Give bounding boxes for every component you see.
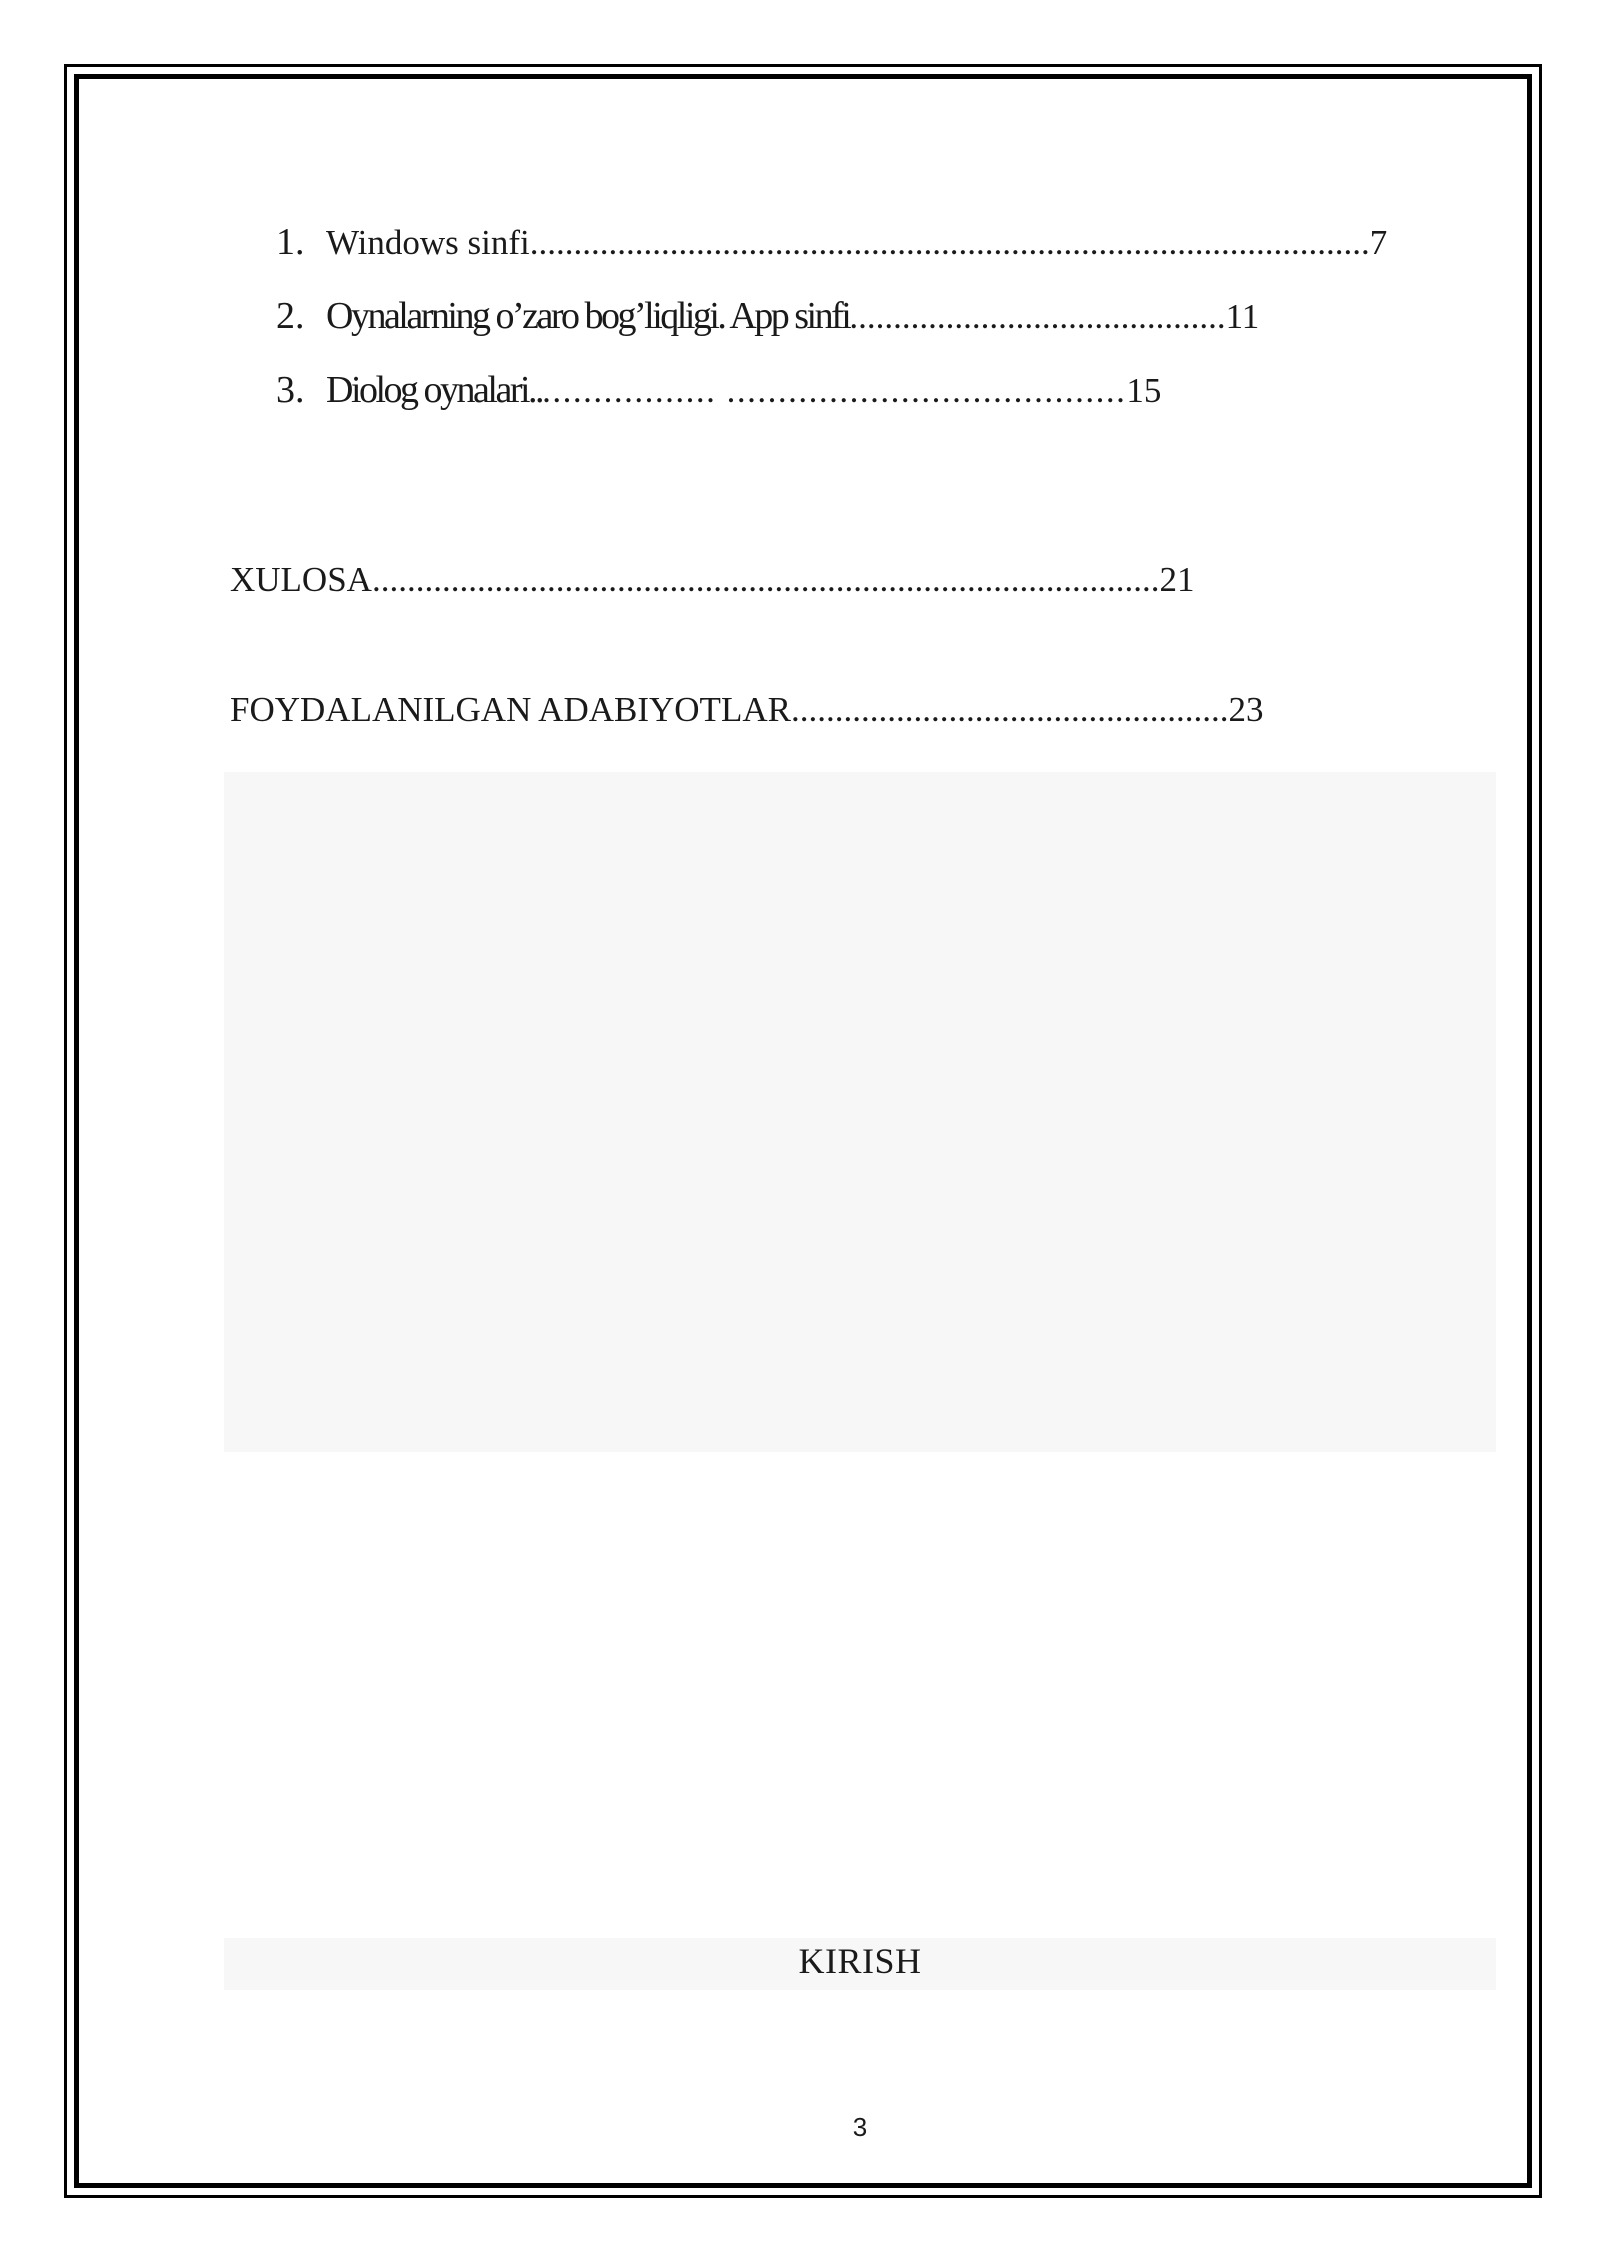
toc-item-xulosa[interactable] xyxy=(230,560,1194,600)
toc-item-diolog-oynalari[interactable] xyxy=(276,368,1161,412)
page-number: 3 xyxy=(852,2112,868,2142)
toc-item-foydalanilgan-adabiyotlar[interactable] xyxy=(230,690,1263,730)
toc-item-app-sinfi[interactable] xyxy=(276,294,1259,338)
toc-item-number: 1. xyxy=(276,221,305,263)
toc-item-page: 7 xyxy=(1369,223,1388,262)
toc-item-page: 11 xyxy=(1225,297,1260,336)
toc-item-title: Windows sinfi xyxy=(326,223,530,262)
blank-content-area xyxy=(224,772,1496,1452)
toc-item-title: XULOSA xyxy=(230,560,372,599)
toc-item-title: FOYDALANILGAN ADABIYOTLAR xyxy=(230,690,791,729)
toc-item-title: Diolog oynalari.. xyxy=(326,369,543,411)
toc-item-number: 2. xyxy=(276,295,305,337)
toc-item-title: Oynalarning o’zaro bog’liqligi. App sinfi xyxy=(326,295,850,337)
toc-dot-leader: .......................................................................................... xyxy=(371,560,1160,599)
toc-item-page: 23 xyxy=(1228,690,1264,729)
toc-item-page: 21 xyxy=(1159,560,1195,599)
toc-dot-leader: ........................................... xyxy=(849,297,1226,336)
toc-item-windows-sinfi[interactable] xyxy=(276,220,1387,264)
toc-dot-leader: .................................................. xyxy=(790,690,1229,729)
toc-dot-leader: ................................................................................................ xyxy=(529,223,1370,262)
toc-dot-leader: ................. ....................................... xyxy=(542,371,1127,410)
section-heading: KIRISH xyxy=(798,1941,922,1981)
toc-item-page: 15 xyxy=(1126,371,1162,410)
toc-item-number: 3. xyxy=(276,369,305,411)
